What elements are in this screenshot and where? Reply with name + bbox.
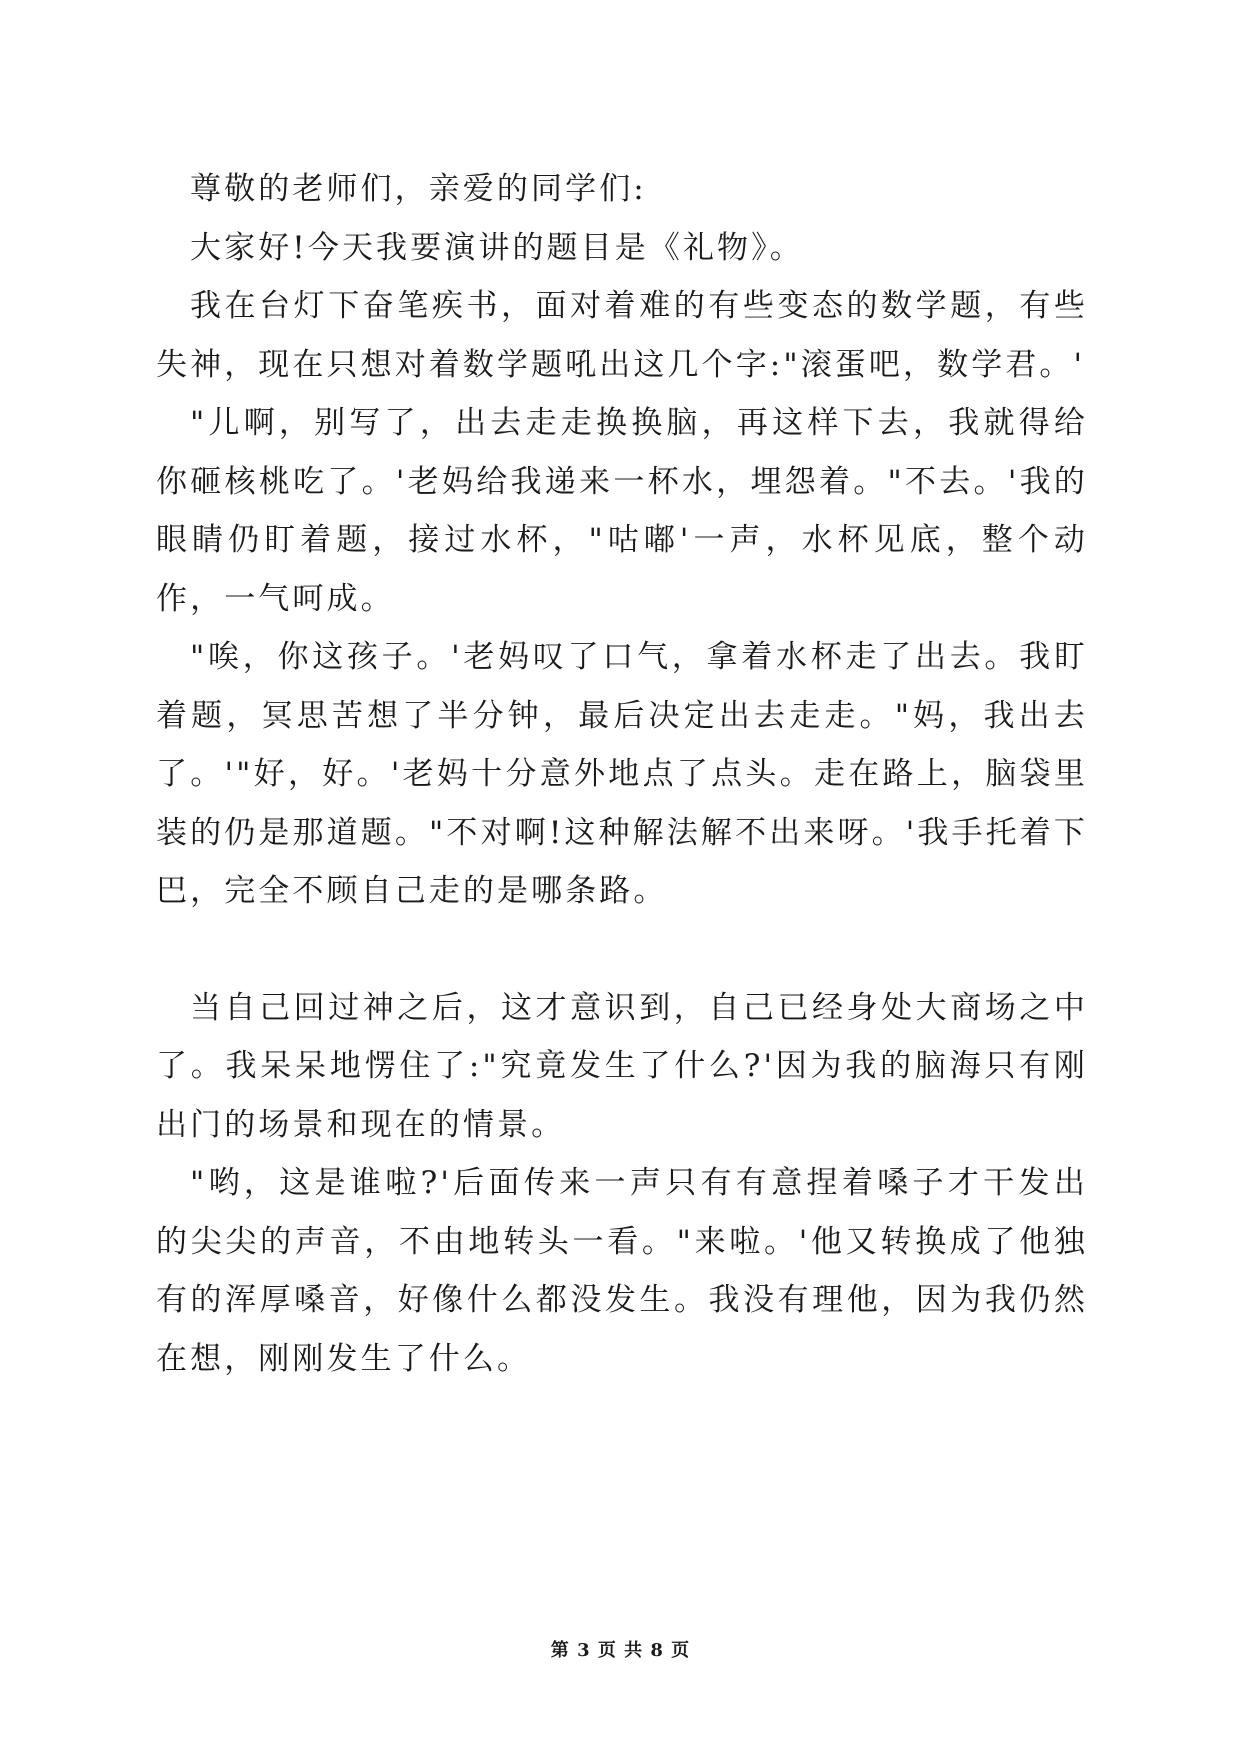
page-number-footer: 第 3 页 共 8 页 <box>550 1640 691 1661</box>
paragraph-greeting: 大家好!今天我要演讲的题目是《礼物》。 <box>190 229 804 266</box>
paragraph: "唉，你这孩子。'老妈叹了口气，拿着水杯走了出去。我盯着题，冥思苦想了半分钟，最后决定出去走走。"妈，我出去了。'"好，好。'老妈十分意外地点了点头。走在路上，脑袋里装的仍是那道题。"不对啊!这种解法解不出来呀。'我手托着下巴，完全不顾自己走的是哪条路。 <box>156 639 1088 909</box>
paragraph-gap <box>156 921 1088 979</box>
paragraph: "儿啊，别写了，出去走走换换脑，再这样下去，我就得给你砸核桃吃了。'老妈给我递来一杯水，埋怨着。"不去。'我的眼睛仍盯着题，接过水杯，"咕嘟'一声，水杯见底，整个动作，一气呵成。 <box>156 405 1088 617</box>
document-body <box>156 160 1088 1388</box>
paragraph: 当自己回过神之后，这才意识到，自己已经身处大商场之中了。我呆呆地愣住了:"究竟发生了什么?'因为我的脑海只有刚出门的场景和现在的情景。 <box>156 989 1088 1143</box>
paragraph-salutation: 尊敬的老师们，亲爱的同学们: <box>190 171 647 207</box>
paragraph: 我在台灯下奋笔疾书，面对着难的有些变态的数学题，有些失神，现在只想对着数学题吼出这几个字:"滚蛋吧，数学君。' <box>156 288 1088 383</box>
paragraph: "哟，这是谁啦?'后面传来一声只有有意捏着嗓子才干发出的尖尖的声音，不由地转头一看。"来啦。'他又转换成了他独有的浑厚嗓音，好像什么都没发生。我没有理他，因为我仍然在想，刚刚发生了什么。 <box>156 1165 1088 1377</box>
